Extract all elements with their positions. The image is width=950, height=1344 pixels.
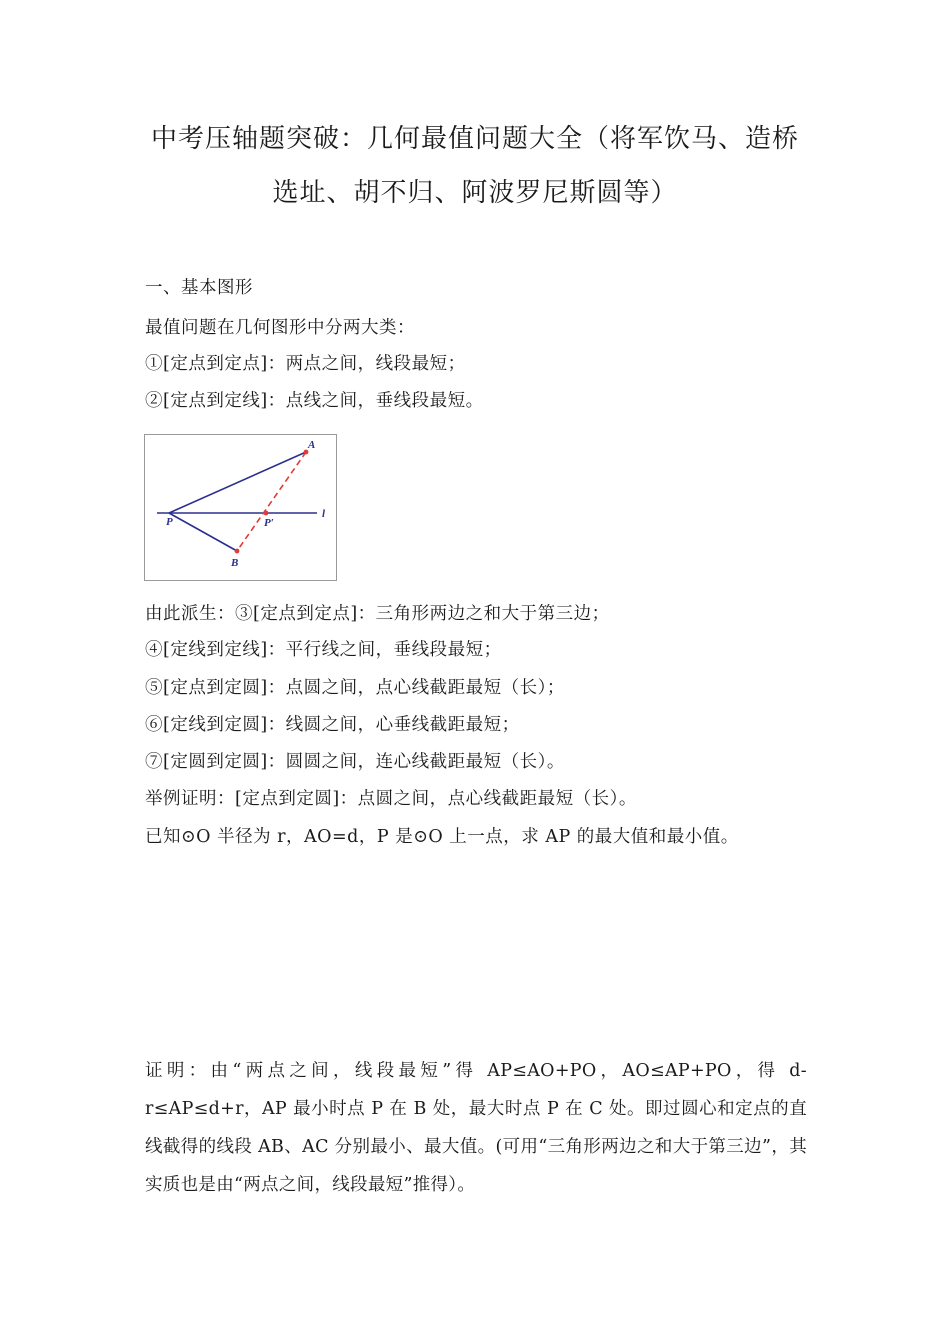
segment-PB	[169, 513, 237, 551]
title-line-2: 选址、胡不归、阿波罗尼斯圆等）	[272, 178, 678, 208]
label-l: l	[322, 508, 326, 520]
geometry-figure	[144, 434, 337, 581]
section-heading: 一、基本图形	[145, 278, 253, 298]
label-P-prime: P′	[264, 517, 274, 529]
document-title	[120, 112, 830, 220]
segment-PA	[169, 452, 306, 513]
derived-item-6: ⑥[定线到定圆]：线圆之间，心垂线截距最短；	[145, 715, 520, 735]
derived-item-3: 由此派生：③[定点到定点]：三角形两边之和大于第三边；	[145, 604, 610, 624]
label-A: A	[308, 439, 316, 451]
point-P-prime	[264, 511, 269, 516]
derived-item-5: ⑤[定点到定圆]：点圆之间，点心线截距最短（长）；	[145, 678, 565, 698]
rule-item-2: ②[定点到定线]：点线之间，垂线段最短。	[145, 391, 484, 411]
intro-text: 最值问题在几何图形中分两大类：	[145, 318, 415, 338]
derived-item-4: ④[定线到定线]：平行线之间，垂线段最短；	[145, 640, 502, 660]
derived-item-7: ⑦[定圆到定圆]：圆圆之间，连心线截距最短（长）。	[145, 752, 565, 772]
label-B: B	[231, 557, 239, 569]
example-problem: 已知⊙O 半径为 r，AO=d，P 是⊙O 上一点，求 AP 的最大值和最小值。	[145, 827, 739, 847]
title-line-1: 中考压轴题突破：几何最值问题大全（将军饮马、造桥	[150, 124, 799, 154]
proof-paragraph: 证明：由“两点之间，线段最短”得 AP≤AO+PO，AO≤AP+PO，得 d-r≤AP≤d+r，AP 最小时点 P 在 B 处，最大时点 P 在 C 处。即过圆心和定点的直线截得的线段 AB、AC 分别最小、最大值。(可用“三角形两边之和大于第三边”，其实质也是由“两点之间，线段最短”推得）。	[145, 1061, 807, 1195]
label-P: P	[166, 516, 173, 528]
example-heading: 举例证明：[定点到定圆]：点圆之间，点心线截距最短（长）。	[145, 789, 637, 809]
point-B	[235, 549, 240, 554]
rule-item-1: ①[定点到定点]：两点之间，线段最短；	[145, 354, 466, 374]
